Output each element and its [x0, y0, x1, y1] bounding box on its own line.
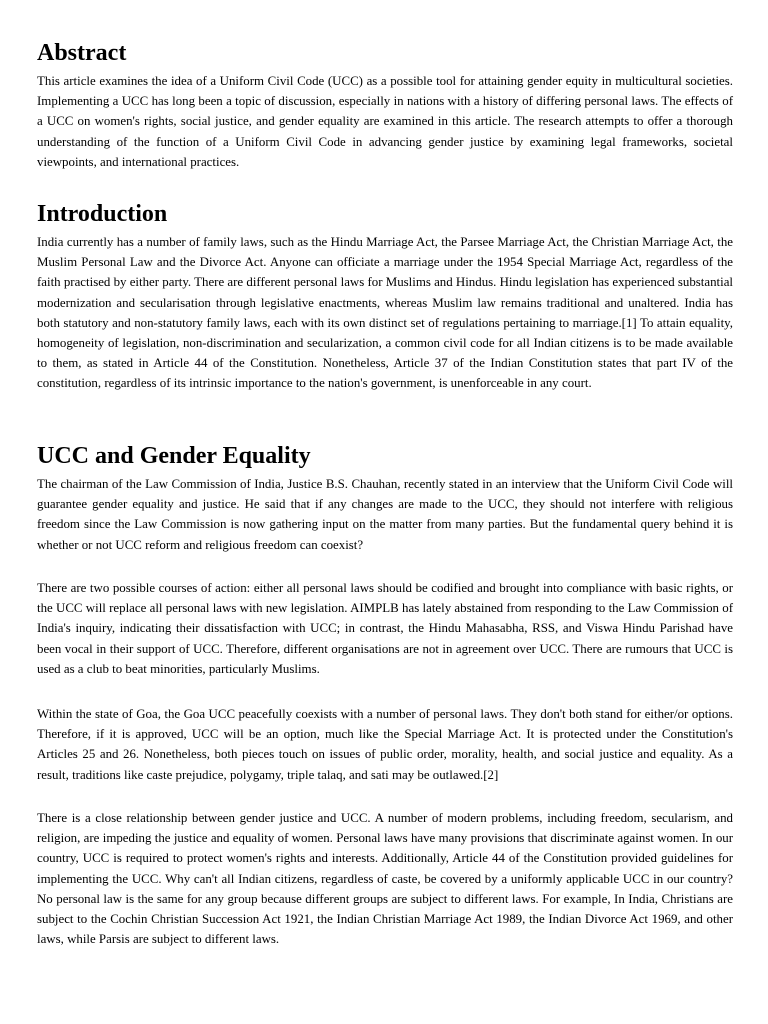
abstract-paragraph: This article examines the idea of a Uniform Civil Code (UCC) as a possible tool for attaining gender equity in multicultural societies. Implementing a UCC has long been a topic of discussion, especially in nations with a history of differing personal laws. The effects of a UCC on women's rights, social justice, and gender equality are examined in this article. The research attempts to offer a thorough understanding of the function of a Uniform Civil Code in advancing gender justice by examining legal frameworks, societal viewpoints, and international practices. [37, 74, 733, 169]
introduction-heading: Introduction [37, 201, 168, 227]
ucc-paragraph-1: The chairman of the Law Commission of India, Justice B.S. Chauhan, recently stated in an interview that the Uniform Civil Code will guarantee gender equality and justice. He said that if any changes are made to the UCC, they should not interfere with religious freedom since the Law Commission is now gathering input on the matter from many parties. But the fundamental query behind it is whether or not UCC reform and religious freedom can coexist? [37, 477, 733, 552]
ucc-gender-equality-heading: UCC and Gender Equality [37, 443, 311, 469]
introduction-paragraph: India currently has a number of family laws, such as the Hindu Marriage Act, the Parsee Marriage Act, the Christian Marriage Act, the Muslim Personal Law and the Divorce Act. Anyone can officiate a marriage under the 1954 Special Marriage Act, regardless of the faith practised by either party. There are different personal laws for Muslims and Hindus. Hindu legislation has experienced substantial modernization and secularisation through legislative enactments, whereas Muslim law remains traditional and unaltered. India has both statutory and non-statutory family laws, each with its own distinct set of regulations pertaining to marriage.[1] To attain equality, homogeneity of legislation, non-discrimination and secularization, a common civil code for all Indian citizens is to be made available to them, as stated in Article 44 of the Constitution. Nonetheless, Article 37 of the Indian Constitution states that part IV of the constitution, regardless of its intrinsic importance to the nation's government, is unenforceable in any court. [37, 235, 734, 391]
ucc-paragraph-2: There are two possible courses of action: either all personal laws should be codified and brought into compliance with basic rights, or the UCC will replace all personal laws with new legislation. AIMPLB has lately abstained from responding to the Law Commission of India's inquiry, indicating their dissatisfaction with UCC; in contrast, the Hindu Mahasabha, RSS, and Viswa Hindu Parishad have been vocal in their support of UCC. Therefore, different organisations are not in agreement over UCC. There are rumours that UCC is used as a club to beat minorities, particularly Muslims. [37, 581, 733, 676]
abstract-heading: Abstract [37, 40, 127, 66]
ucc-paragraph-4: There is a close relationship between gender justice and UCC. A number of modern problems, including freedom, secularism, and religion, are impeding the justice and equality of women. Personal laws have many provisions that discriminate against women. In our country, UCC is required to protect women's rights and interests. Additionally, Article 44 of the Constitution provided guidelines for implementing the UCC. Why can't all Indian citizens, regardless of caste, be covered by a uniformly applicable UCC in our country? No personal law is the same for any group because different groups are subject to different laws. For example, In India, Christians are subject to the Cochin Christian Succession Act 1921, the Indian Christian Marriage Act 1989, the Indian Divorce Act 1969, and other laws, while Parsis are subject to different laws. [37, 811, 733, 947]
ucc-paragraph-3: Within the state of Goa, the Goa UCC peacefully coexists with a number of personal laws. They don't both stand for either/or options. Therefore, if it is approved, UCC will be an option, much like the Special Marriage Act. It is protected under the Constitution's Articles 25 and 26. Nonetheless, both pieces touch on issues of public order, morality, health, and social justice and equality. As a result, traditions like caste prejudice, polygamy, triple talaq, and sati may be outlawed.[2] [37, 707, 733, 782]
